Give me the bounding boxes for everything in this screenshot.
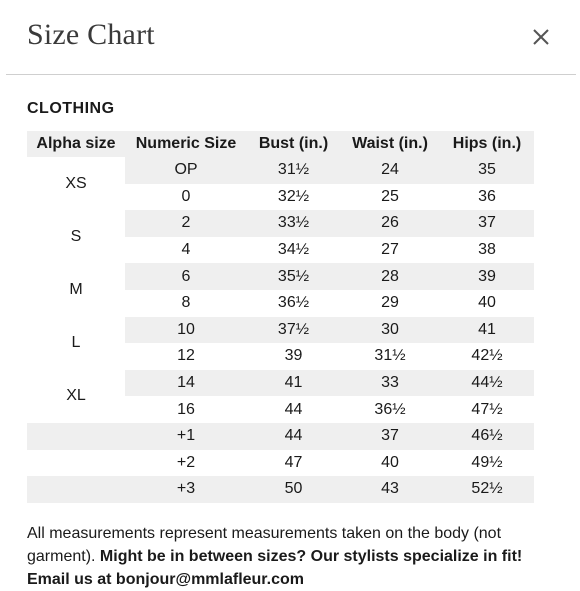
footnote	[27, 522, 547, 591]
table-cell: 37	[440, 210, 534, 237]
table-cell: 39	[284, 347, 303, 365]
table-cell: 16	[177, 400, 195, 418]
table-row	[27, 450, 534, 477]
table-cell: 33	[340, 370, 440, 397]
table-cell: 46½	[440, 423, 534, 450]
table-cell: 50	[247, 476, 340, 503]
table-row	[27, 157, 534, 184]
table-row	[27, 317, 534, 344]
table-cell: 37	[340, 423, 440, 450]
table-cell: 42½	[471, 347, 503, 365]
alpha-size-cell: L	[27, 317, 125, 370]
table-cell: +3	[125, 476, 247, 503]
modal-header	[0, 0, 580, 76]
table-cell: +1	[125, 423, 247, 450]
table-cell: 25	[381, 187, 399, 205]
table-row	[27, 370, 534, 397]
table-cell	[27, 476, 125, 503]
table-cell: 44	[284, 400, 303, 418]
close-icon[interactable]	[528, 24, 554, 50]
table-cell: 6	[125, 263, 247, 290]
table-cell: 35	[440, 157, 534, 184]
table-cell: 4	[181, 241, 191, 259]
table-cell: 30	[340, 317, 440, 344]
table-cell	[27, 423, 125, 450]
alpha-size-cell: XL	[27, 370, 125, 423]
table-cell: 44	[247, 423, 340, 450]
alpha-size-cell: M	[27, 263, 125, 316]
header-divider	[6, 74, 576, 75]
table-cell: 47	[284, 453, 303, 471]
table-cell: 40	[381, 453, 399, 471]
table-cell: 41	[440, 317, 534, 344]
alpha-size-cell: S	[27, 210, 125, 263]
table-cell: 40	[478, 294, 496, 312]
size-chart-table	[27, 131, 534, 503]
table-cell: 24	[340, 157, 440, 184]
table-cell: 36½	[374, 400, 406, 418]
table-cell: 32½	[277, 187, 310, 205]
alpha-size-cell: XS	[27, 157, 125, 210]
table-cell: 38	[478, 241, 496, 259]
table-row	[27, 423, 534, 450]
table-header-row	[27, 131, 534, 157]
table-row	[27, 476, 534, 503]
table-cell: 2	[125, 210, 247, 237]
table-cell: 41	[247, 370, 340, 397]
table-cell: 29	[381, 294, 399, 312]
table-cell: 36½	[277, 294, 310, 312]
table-cell: 31½	[374, 347, 406, 365]
table-cell: 52½	[440, 476, 534, 503]
table-cell: 14	[125, 370, 247, 397]
footnote-text: All measurements represent measurements taken on the body (not garment).	[27, 525, 502, 565]
column-header: Waist (in.)	[340, 131, 440, 157]
table-cell: 49½	[471, 453, 503, 471]
table-cell: 35½	[247, 263, 340, 290]
table-cell: 8	[181, 294, 191, 312]
table-row	[27, 263, 534, 290]
table-cell: 39	[440, 263, 534, 290]
table-cell: 36	[478, 187, 496, 205]
table-cell: 0	[181, 187, 191, 205]
table-cell: 27	[381, 241, 399, 259]
footnote-bold-text: Might be in between sizes? Our stylists specialize in fit! Email us at bonjour@mmlafleur.com	[27, 548, 523, 588]
table-cell: 31½	[247, 157, 340, 184]
table-cell: 43	[340, 476, 440, 503]
table-cell: 47½	[471, 400, 503, 418]
section-heading: CLOTHING	[27, 100, 115, 117]
table-cell: OP	[125, 157, 247, 184]
column-header: Bust (in.)	[247, 131, 340, 157]
column-header: Hips (in.)	[440, 131, 534, 157]
table-row	[27, 210, 534, 237]
modal-title: Size Chart	[27, 18, 155, 51]
table-cell: 26	[340, 210, 440, 237]
table-cell: 28	[340, 263, 440, 290]
column-header: Numeric Size	[125, 131, 247, 157]
table-cell	[27, 450, 125, 477]
table-cell: 37½	[247, 317, 340, 344]
table-cell: +2	[176, 453, 196, 471]
table-cell: 34½	[277, 241, 310, 259]
column-header: Alpha size	[27, 131, 125, 157]
table-cell: 12	[177, 347, 195, 365]
table-cell: 10	[125, 317, 247, 344]
table-cell: 44½	[440, 370, 534, 397]
table-cell: 33½	[247, 210, 340, 237]
